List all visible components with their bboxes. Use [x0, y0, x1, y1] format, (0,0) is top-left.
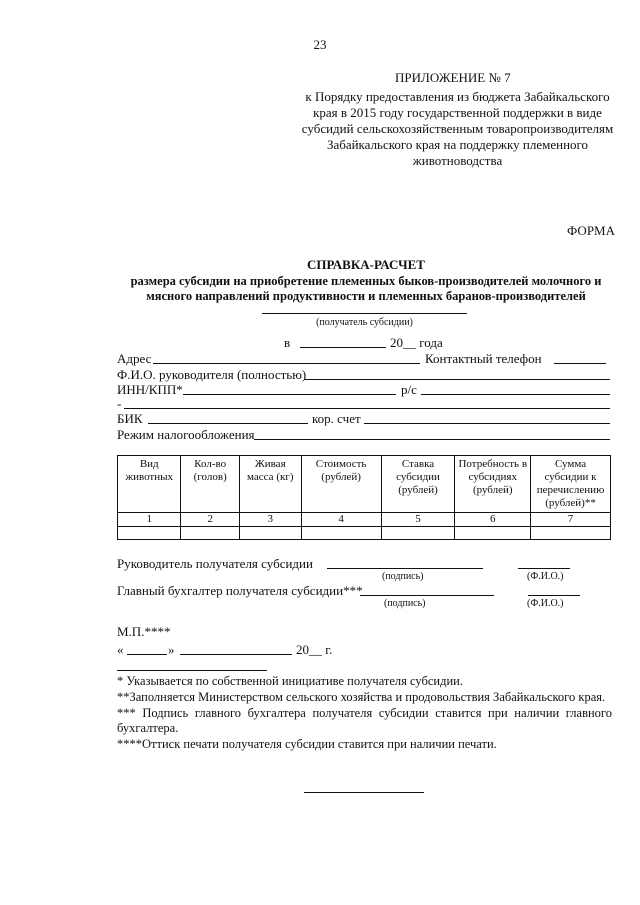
appendix-line: Забайкальского края на поддержку племенного — [326, 137, 589, 152]
table-cell[interactable] — [455, 527, 531, 540]
appendix-title: ПРИЛОЖЕНИЕ № 7 — [395, 70, 511, 85]
table-number-row — [118, 513, 611, 527]
accountant-signature-field[interactable] — [360, 595, 494, 596]
footnote: * Указывается по собственной инициативе получателя субсидии. — [117, 674, 463, 688]
corr-account-label: кор. счет — [312, 411, 361, 426]
date-field[interactable] — [300, 347, 386, 348]
table-cell[interactable] — [381, 527, 455, 540]
bik-label: БИК — [117, 411, 143, 426]
head-sign-caption: (подпись) — [382, 571, 424, 582]
table-header: Сумма субсидии к перечислению (рублей)** — [531, 456, 611, 513]
table-header: Живая масса (кг) — [239, 456, 301, 513]
accountant-fio-field[interactable] — [528, 595, 580, 596]
page-number: 23 — [313, 37, 327, 52]
day-field[interactable] — [127, 654, 167, 655]
doc-subtitle-line: мясного направлений продуктивности и племенных баранов-производителей — [146, 289, 586, 303]
head-fio-field[interactable] — [518, 568, 570, 569]
footnote: ****Оттиск печати получателя субсидии ставится при наличии печати. — [117, 737, 497, 751]
column-number: 6 — [455, 513, 531, 527]
account-field[interactable] — [421, 394, 610, 395]
inn-kpp-field[interactable] — [183, 394, 396, 395]
inn-kpp-label: ИНН/КПП* — [117, 382, 183, 397]
appendix-line: животноводства — [412, 153, 503, 168]
head-name-field[interactable] — [304, 379, 610, 380]
table-cell[interactable] — [531, 527, 611, 540]
tax-mode-label: Режим налогообложения — [117, 427, 255, 442]
head-fio-caption: (Ф.И.О.) — [527, 571, 564, 582]
accountant-sign-caption: (подпись) — [384, 598, 426, 609]
table-cell[interactable] — [239, 527, 301, 540]
doc-title: СПРАВКА-РАСЧЕТ — [307, 257, 425, 272]
address-field[interactable] — [153, 363, 420, 364]
table-header-row — [118, 456, 611, 513]
appendix-line: к Порядку предоставления из бюджета Забайкальского — [305, 89, 610, 104]
accountant-signature-label: Главный бухгалтер получателя субсидии*** — [117, 583, 363, 598]
appendix-text — [290, 89, 625, 169]
table-header: Ставка субсидии (рублей) — [381, 456, 455, 513]
table-row[interactable] — [118, 527, 611, 540]
accountant-fio-caption: (Ф.И.О.) — [527, 598, 564, 609]
column-number: 5 — [381, 513, 455, 527]
head-name-label: Ф.И.О. руководителя (полностью) — [117, 367, 307, 382]
form-label: ФОРМА — [567, 223, 615, 238]
table-cell[interactable] — [181, 527, 239, 540]
date-year-short: 20__ г. — [296, 642, 333, 657]
appendix-line: субсидий сельскохозяйственным товаропроизводителям — [301, 121, 614, 136]
bottom-rule — [304, 792, 424, 793]
table-header: Кол-во (голов) — [181, 456, 239, 513]
address-label: Адрес — [117, 351, 152, 366]
head-signature-field[interactable] — [327, 568, 483, 569]
phone-label: Контактный телефон — [425, 351, 542, 366]
footnote: **Заполняется Министерством сельского хозяйства и продовольствия Забайкальского края. — [117, 690, 606, 704]
recipient-caption: (получатель субсидии) — [316, 317, 413, 328]
column-number: 2 — [181, 513, 239, 527]
table-cell[interactable] — [301, 527, 381, 540]
date-prefix: в — [284, 335, 291, 350]
footnote: *** Подпись главного бухгалтера получателя субсидии ставится при наличии главного бухгалтера. — [117, 706, 612, 735]
doc-subtitle-line: размера субсидии на приобретение племенных быков-производителей молочного и — [130, 274, 602, 288]
head-signature-label: Руководитель получателя субсидии — [117, 556, 313, 571]
phone-field[interactable] — [554, 363, 606, 364]
doc-subtitle — [0, 274, 640, 304]
table-cell[interactable] — [118, 527, 181, 540]
table-header: Стоимость (рублей) — [301, 456, 381, 513]
footnote-separator — [117, 670, 267, 671]
recipient-line[interactable] — [262, 313, 467, 314]
date-open-quote: « — [117, 642, 124, 657]
column-number: 7 — [531, 513, 611, 527]
table-header: Потребность в субсидиях (рублей) — [455, 456, 531, 513]
footnotes — [117, 674, 612, 752]
date-year: 20__ года — [390, 335, 443, 350]
month-field[interactable] — [180, 654, 292, 655]
date-close-quote: » — [168, 642, 175, 657]
column-number: 4 — [301, 513, 381, 527]
column-number: 3 — [239, 513, 301, 527]
calculation-table — [117, 455, 611, 540]
bik-field[interactable] — [148, 423, 308, 424]
extra-field[interactable] — [124, 408, 610, 409]
stamp-label: М.П.**** — [117, 624, 171, 639]
appendix-line: края в 2015 году государственной поддержки в виде — [313, 105, 602, 120]
corr-account-field[interactable] — [364, 423, 610, 424]
column-number: 1 — [118, 513, 181, 527]
table-header: Вид животных — [118, 456, 181, 513]
account-label: р/с — [401, 382, 417, 397]
tax-mode-field[interactable] — [254, 439, 610, 440]
dash-mark: - — [117, 396, 122, 411]
